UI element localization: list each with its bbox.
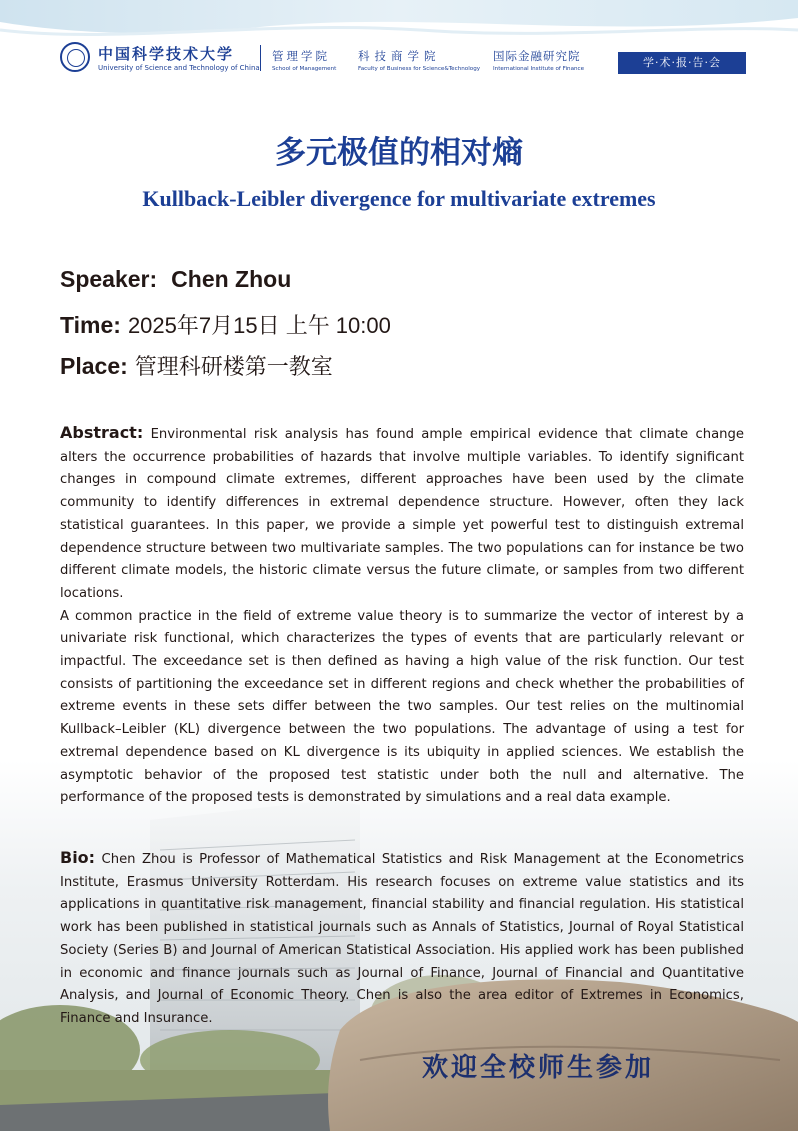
abstract (60, 422, 744, 810)
bio-text: Chen Zhou is Professor of Mathematical Statistics and Risk Management at the Econometrics Institute, Erasmus University Rotterdam. His research focuses on extreme value statistics and its applications in quantitative risk management, financial stability and financial regulation. His statistical work has been published in statistical journals such as Annals of Statistics, Journal of Royal Statistical Society (Series B) and Journal of American Statistical Association. His applied work has been published in economic and finance journals such as Journal of Finance, Journal of Financial and Quantitative Analysis, and Journal of Economic Theory. Chen is also the area editor of Extremes in Economics, Finance and Insurance. (60, 852, 744, 1026)
speaker-label: Speaker: (60, 266, 158, 292)
school-name-cn: 国际金融研究院 (493, 49, 581, 63)
place-label: Place: (60, 353, 128, 379)
academic-report-badge: 学·术·报·告·会 (618, 52, 746, 74)
place-value: 管理科研楼第一教室 (134, 354, 333, 379)
school-name-en: School of Management (272, 66, 337, 72)
welcome-slogan: 欢迎全校师生参加 (422, 1053, 655, 1083)
header (60, 40, 750, 80)
school-name-en: Faculty of Business for Science&Technology (358, 66, 481, 72)
abstract-paragraph-1 (60, 422, 744, 606)
school-name-cn: 管理学院 (272, 49, 330, 63)
school-management (272, 48, 336, 72)
title-cn: 多元极值的相对熵 (275, 135, 523, 171)
abstract-label: Abstract: (60, 423, 144, 442)
title-en: Kullback-Leibler divergence for multivariate extremes (142, 186, 656, 211)
university-name-cn: 中国科学技术大学 (98, 45, 235, 63)
speaker-line (60, 266, 291, 293)
school-finance (493, 48, 584, 72)
university-name-en: University of Science and Technology of China (98, 64, 260, 72)
bio-label: Bio: (60, 848, 96, 867)
school-name-en: International Institute of Finance (493, 66, 585, 72)
university-seal-icon (60, 42, 90, 72)
time-label: Time: (60, 312, 121, 338)
abstract-paragraph-2: A common practice in the field of extreme value theory is to summarize the vector of interest by a univariate risk functional, which characterizes the types of events that are particularly relevant or impactful. The exceedance set is then defined as having a high value of the risk function. Our test consists of partitioning the exceedance set in different regions and check whether the probabilities of extreme events in these sets differ between the two samples. Our test relies on the multinomial Kullback–Leibler (KL) divergence between the two populations. The advantage of using a test for extremal dependence based on KL divergence is its ubiquity in applied sciences. We establish the asymptotic behavior of the proposed test statistic under both the null and alternative. The performance of the proposed tests is demonstrated by simulations and a real data example. (60, 608, 744, 806)
school-name-cn: 科技商学院 (358, 49, 441, 63)
place-line (60, 350, 333, 381)
time-value: 2025年7月15日 上午 10:00 (127, 313, 391, 338)
abstract-text-1: Environmental risk analysis has found ample empirical evidence that climate change alters the occurrence probabilities of hazards that involve multiple variables. To identify significant changes in compound climate extremes, different approaches have been used by the climate community to identify differences in extremal dependence structure. However, often they lack statistical guarantees. In this paper, we provide a simple yet powerful test to distinguish extremal dependence structure between two multivariate samples. The two populations can for instance be two different climate models, the historic climate versus the future climate, or samples from two different locations. (60, 427, 744, 601)
time-line (60, 309, 391, 340)
header-divider (260, 45, 261, 71)
bio (60, 847, 744, 1031)
school-business (358, 48, 480, 72)
speaker-value: Chen Zhou (171, 266, 292, 292)
